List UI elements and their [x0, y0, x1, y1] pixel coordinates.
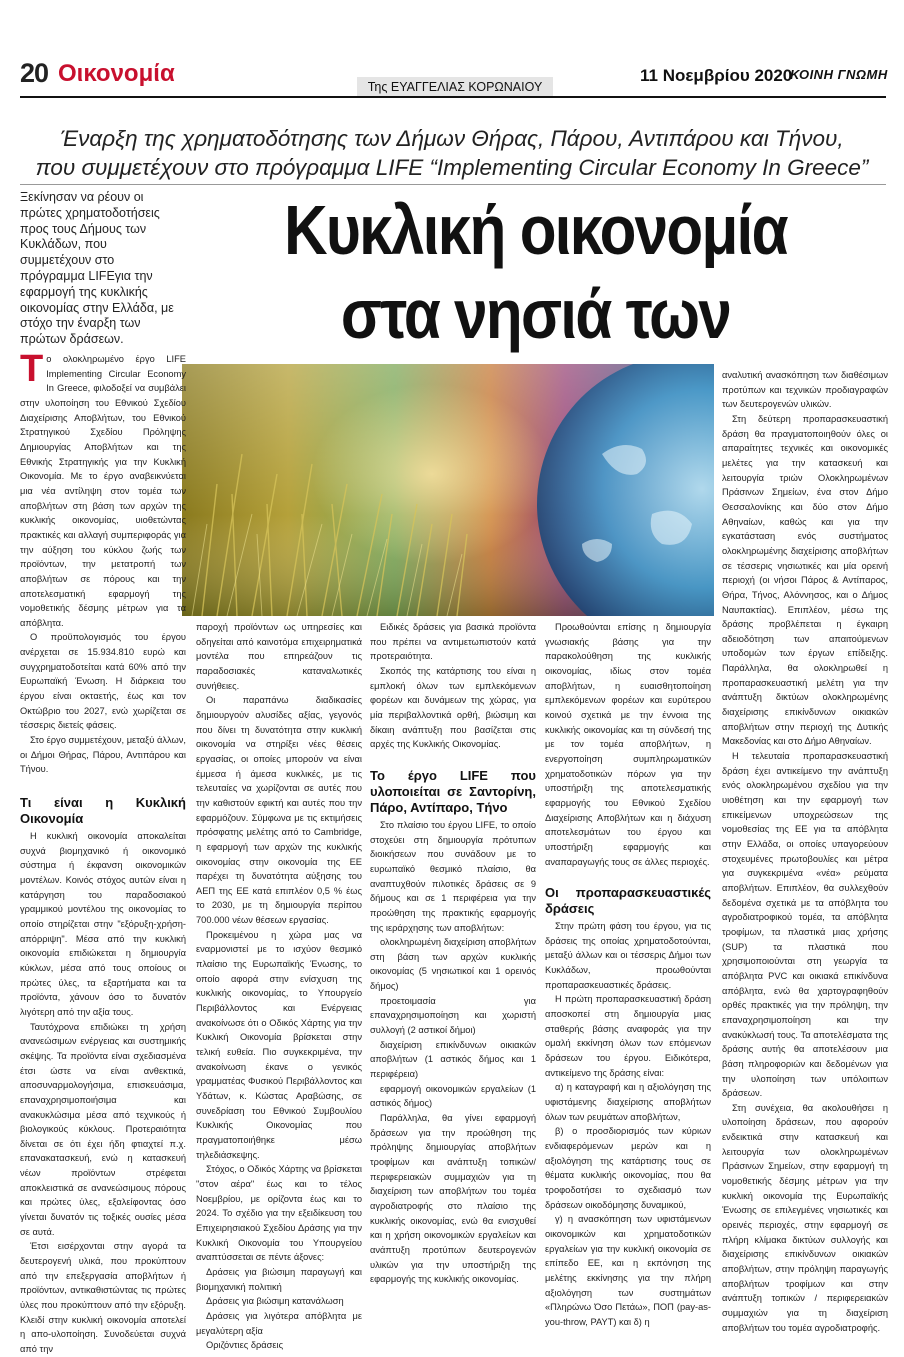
- paragraph: Δράσεις για λιγότερα απόβλητα με μεγαλύτερη αξία: [196, 1310, 362, 1336]
- subheading: Τι είναι η Κυκλική Οικονομία: [20, 795, 186, 827]
- paragraph: ολοκληρωμένη διαχείριση αποβλήτων στη βάση των αρχών κυκλικής οικονομίας (5 νησιωτικοί και 1 ορεινός δήμος): [370, 937, 536, 992]
- paragraph: προετοιμασία για επαναχρησιμοποίηση και χωριστή συλλογή (2 αστικοί δήμοι): [370, 995, 536, 1036]
- paragraph: Οι παραπάνω διαδικασίες δημιουργούν αλυσίδες αξίας, γεγονός που δίνει τη δυνατότητα στην κυκλική οικονομία να στηρίξει νέες θέσεις εργασίας, οι οποίες μπορούν να είναι έμμεσα ή άμεσα κυκλικές, με τις τελευταίες να χωρίζονται σε αυτές που την καθιστούν εφικτή και αυτές που την εφαρμόζουν. Σύμφωνα με τις εκτιμήσεις πρόσφατης μελέτης από το Cambridge, η εφαρμογή των αρχών της κυκλικής οικονομίας στην οικονομία της ΕΕ παρέχει τη δυνατότητα αύξησης του ΑΕΠ της ΕΕ κατά επιπλέον 0,5 % έως το 2030, με τη δημιουργία περίπου 700.000 νέων θέσεων εργασίας.: [196, 695, 362, 926]
- paragraph: Η κυκλική οικονομία αποκαλείται συχνά βιομηχανικό ή οικονομικό σύστημα ή έκφανση οικονομικών μοντέλων. Κοινός στόχος αυτών είναι η κατάργηση του παραδοσιακού γραμμικού μοντέλου της οικονομίας το οποίο στηρίζεται στην "εξόρυξη-χρήση-απόρριψη". Μέσα από την κυκλική οικονομία επιδιώκεται η δημιουργία κύκλων, μέσα από τους οποίους οι πρώτες ύλες, τα εξαρτήματα και τα προϊόντα, χάνουν όσο το δυνατόν λιγότερη από την αξία τους.: [20, 831, 186, 1017]
- paragraph: [20, 348, 186, 630]
- headline-line-2: στα νησιά των: [340, 275, 731, 353]
- paragraph: Προωθούνται επίσης η δημιουργία γνωσιακής βάσης για την παρακολούθηση της κυκλικής οικονομίας, ιδίως στον τομέα αποβλήτων, η ευαισθητοποίηση εμπλεκόμενων φορέων και ευρύτερου κοινού σχετικά με την έννοια της κυκλικής οικονομίας και τη σύνδεσή της με τον τομέα αποβλήτων, η ενεργοποίηση συμπληρωματικών χρηματοδοτικών πόρων για την υποστήριξη της αποτελεσματικής εφαρμογής του Εθνικού Σχεδίου Διαχείρισης Αποβλήτων και η διάχυση αποτελεσμάτων του έργου και υποστήριξη εφαρμογής και αναπαραγωγής τους σε άλλες περιοχές.: [545, 622, 711, 867]
- article-subtitle: [30, 124, 874, 182]
- drop-cap: Τ: [20, 348, 44, 390]
- paragraph: Οριζόντιες δράσεις: [206, 1340, 284, 1351]
- newspaper-name: ΚΟΙΝΗ ΓΝΩΜΗ: [790, 67, 888, 82]
- subheading: Το έργο LIFE που υλοποιείται σε Σαντορίνη, Πάρο, Αντίπαρο, Τήνο: [370, 767, 536, 815]
- paragraph: Στο πλαίσιο του έργου LIFE, το οποίο στοχεύει στη δημιουργία πρότυπων διοικήσεων που συνάδουν με το ευρωπαϊκό θεσμικό πλαίσιο, θα αναπτυχθούν πιλοτικές δράσεις σε 9 δήμους και σε 1 περιφέρεια για την προώθηση της πρακτικής εφαρμογής της ιεράρχησης των αποβλήτων:: [370, 819, 536, 933]
- paragraph: εφαρμογή οικονομικών εργαλείων (1 αστικός δήμος): [370, 1083, 536, 1109]
- author-byline: Της ΕΥΑΓΓΕΛΙΑΣ ΚΟΡΩΝΑΙΟΥ: [357, 77, 553, 97]
- paragraph-text: ο ολοκληρωμένο έργο LIFE Implementing Circular Economy In Greece, φιλοδοξεί να συμβάλει στην υλοποίηση του Εθνικού Σχεδίου Διαχείρισης Αποβλήτων, του Εθνικού Στρατηγικού Σχεδίου Πρόληψης Δημιουργίας Αποβλήτων και της Εθνικής Στρατηγικής για την Κυκλική Οικονομία. Με το έργο αναβεικνύεται μια νέα αντίληψη στον τομέα των αποβλήτων στη βάση των αρχών της κυκλικής οικονομίας, υιοθετώντας πρακτικές και αλλαγή συμπεριφοράς για την αύξηση του κύκλου ζωής των προϊόντων, την μετατροπή των αποβλήτων σε πόρους και την αποτελεσματική εφαρμογή της νομοθετικής δέσμης μέτρων για τα απόβλητα.: [20, 354, 186, 628]
- paragraph: Παράλληλα, θα γίνει εφαρμογή δράσεων για την προώθηση της πρόληψης δημιουργίας αποβλήτων τροφίμων και ανάπτυξη τοπικών/περιφερειακών συμμαχιών για τη διαχείριση των αποβλήτων του τομέα αγροδιατροφής στο πλαίσιο της κυκλικής οικονομίας, ενώ θα ενισχυθεί και η χρήση οικονομικών εργαλείων και ανάπτυξη προτύπων δευτερογενών υλικών για την υποστήριξη της εφαρμογής της κυκλικής οικονομίας.: [370, 1113, 536, 1285]
- header-rule: [20, 96, 886, 98]
- paragraph: Στη συνέχεια, θα ακολουθήσει η υλοποίηση δράσεων, που αφορούν ενδεικτικά στην κατασκευή και λειτουργία των ολοκληρωμένων Πράσινων Σημείων, στην εφαρμογή τη νομοθετικής δέσμης μέτρων για την κυκλική οικονομία της Ευρωπαϊκής Ένωσης σε επιλεγμένες νησιωτικές και ορεινές περιοχές, στην εφαρμογή σε πλήρη κλίμακα δικτύων συλλογής και διαχείρισης επικίνδυνων οικιακών αποβλήτων, στην πρόληψη παραγωγής αποβλήτων τροφίμων και στην ανάπτυξη τοπικών / περιφερειακών συμμαχιών για τη διαχείριση αποβλήτων του τομέα αγροδιατροφής.: [722, 1102, 888, 1333]
- paragraph: Στην πρώτη φάση του έργου, για τις δράσεις της οποίας χρηματοδοτούνται, μεταξύ άλλων και οι τέσσερις Δήμοι των Κυκλάδων, προωθούνται προπαρασκευαστικές δράσεις.: [545, 921, 711, 990]
- paragraph: Σκοπός της κατάρτισης του είναι η εμπλοκή όλων των εμπλεκόμενων φορέων και δυνάμεων της χώρας, για μία περιβαλλοντικά ορθή, βιώσιμη και δίκαιη ανάπτυξη που βασίζεται στις αρχές της Κυκλικής Οικονομίας.: [370, 665, 536, 750]
- column-4: [545, 620, 711, 1330]
- paragraph: Στόχος, ο Οδικός Χάρτης να βρίσκεται "στον αέρα" έως και το τέλος Νοεμβρίου, με ορίζοντα έως και το 2024. Το σχέδιο για την εξειδίκευση του Επιχειρησιακού Σχεδίου Δράσης για την Κυκλική Οικονομία του Υπουργείου αναπτύσσεται σε πέντε άξονες:: [196, 1164, 362, 1263]
- paragraph: παροχή προϊόντων ως υπηρεσίες και οδηγείται από καινοτόμα επιχειρηματικά μοντέλα που επηρεάζουν τις παραδοσιακές καταναλωτικές συνήθειες.: [196, 622, 362, 691]
- article-lead: Ξεκίνησαν να ρέουν οι πρώτες χρηματοδοτήσεις προς τους Δήμους των Κυκλάδων, που συμμετέχουν στο πρόγραμμα LIFEγια την εφαρμογή της κυκλικής οικονομίας στην Ελλάδα, με στόχο την έναρξη των πρώτων δράσεων.: [20, 190, 174, 347]
- column-2: [196, 620, 362, 1353]
- paragraph: Στο έργο συμμετέχουν, μεταξύ άλλων, οι Δήμοι Θήρας, Πάρου, Αντιπάρου και Τήνου.: [20, 735, 186, 775]
- paragraph: β) ο προσδιορισμός των κύριων ενδιαφερόμενων μερών και η αξιολόγηση της κατάρτισης τους σε θέματα κυκλικής οικονομίας, που θα τροφοδοτήσει το σχεδιασμό των δράσεων οικοδόμησης δυναμικού,: [545, 1126, 711, 1210]
- issue-date: 11 Νοεμβρίου 2020: [640, 66, 793, 85]
- article-photo: [182, 364, 714, 616]
- paragraph: Η τελευταία προπαρασκευαστική δράση έχει αντικείμενο την ανάπτυξη ενός ολοκληρωμένου σχεδίου για την υιοθέτηση και την εφαρμογή των επικείμενων υποχρεώσεων της νομοθεσίας της ΕΕ για τα απόβλητα στην Ελλάδα, οι οποίες υπαγορεύουν στοχευμένες πρωτοβουλίες και μέτρα για συγκεκριμένα «νέα» ρεύματα αποβλήτων. Επιπλέον, θα συλλεχθούν δεδομένα σχετικά με τα απόβλητα του αγροδιατροφικού τομέα, τα απόβλητα τροφίμων, τα πλαστικά μιας χρήσης (SUP) τα πλαστικά που χρησιμοποιούνται στη γεωργία τα απόβλητα PVC και οικιακά επικίνδυνα απόβλητα, ενώ θα χαρτογραφηθούν ορθές πρακτικές για την πρόληψη, την επαναχρησιμοποίηση και την ανακύκλωσή τους. Τα αποτελέσματα της δράσης αυτής θα αποτελέσουν μια βάση πληροφοριών και δεδομένων για την υλοποίηση των υπόλοιπων δράσεων.: [722, 751, 888, 1099]
- section-title: Οικονομία: [58, 60, 175, 87]
- column-1: [20, 348, 186, 1357]
- subtitle-line-2: που συμμετέχουν στο πρόγραμμα LIFE “Implementing Circular Economy In Greece”: [35, 155, 869, 180]
- subheading: Οι προπαρασκευαστικές δράσεις: [545, 885, 711, 917]
- paragraph: Προκειμένου η χώρα μας να εναρμονιστεί με το ισχύον θεσμικό πλαίσιο της Ευρωπαϊκής Ένωσης, το οποίο αφορά στην ενίσχυση της κυκλικής οικονομίας, το Υπουργείο Περιβάλλοντος και Ενέργειας ανακοίνωσε ότι ο Οδικός Χάρτης για την Κυκλική Οικονομία βρίσκεται στην τελική ευθεία. Πιο συγκεκριμένα, την ανακοίνωση έκανε ο γενικός γραμματέας Φυσικού Περιβάλλοντος και Υδάτων, κ. Κώστας Αραβώσης, σε συνεδρίαση του Εθνικού Συμβουλίου Κυκλικής Οικονομίας που πραγματοποιήθηκε μέσω τηλεδιάσκεψης.: [196, 929, 362, 1160]
- column-5: [722, 368, 888, 1335]
- paragraph: γ) η ανασκόπηση των υφιστάμενων οικονομικών και χρηματοδοτικών εργαλείων για την κυκλική οικονομία σε επίπεδο ΕΕ, και η εκπόνηση της μελέτης εκκίνησης για την πλήρη αξιολόγηση των συστημάτων «Πληρώνω Όσο Πετάω», ΠΟΠ (pay-as-you-throw, PAYT) και δ) η: [545, 1214, 711, 1327]
- subtitle-line-1: Έναρξη της χρηματοδότησης των Δήμων Θήρας, Πάρου, Αντιπάρου και Τήνου,: [60, 126, 844, 151]
- column-3: [370, 620, 536, 1287]
- paragraph: Ταυτόχρονα επιδιώκει τη χρήση ανανεώσιμων ενέργειας και συστημικής σκέψης. Τα προϊόντα είναι σχεδιασμένα έτσι ώστε να είναι ανθεκτικά, αποσυναρμολογήσιμα, επισκευάσιμα, επαναχρησιμοποιήσιμα και ανακυκλώσιμα μέσα από τεχνικούς ή βιολογικούς κύκλους. Προτεραιότητα δίνεται σε ότι έχει ήδη φτιαχτεί π.χ. επανακατασκευή, ενώ η κατασκευή νέων προϊόντων στρέφεται αποκλειστικά σε ανανεώσιμους πόρους και πρώτες ύλες, εξαλείφοντας όσο γίνεται δυνατόν τις τοξικές ουσίες μέσα σε αυτά.: [20, 1021, 186, 1237]
- paragraph: διαχείριση επικίνδυνων οικιακών αποβλήτων (1 αστικός δήμος και 1 περιφέρεια): [370, 1039, 536, 1080]
- paragraph: Η πρώτη προπαρασκευαστική δράση αποσκοπεί στη δημιουργία μιας σταθερής βάσης αναφοράς για την ομαλή εκκίνηση όλων των επόμενων δράσεων του έργου. Ειδικότερα, αντικείμενο της δράσης είναι:: [545, 994, 711, 1078]
- paragraph: Δράσεις για βιώσιμη κατανάλωση: [206, 1296, 344, 1307]
- paragraph: Ο προϋπολογισμός του έργου ανέρχεται σε 15.934.810 ευρώ και συγχρηματοδοτείται κατά 60% από την Ευρωπαϊκή Ένωση. Η διάρκεια του έργου είναι οκταετής, έως και τον Οκτώβριο του 2027, ενώ χωρίζεται σε τέσσερις διετείς φάσεις.: [20, 632, 186, 731]
- subtitle-rule: [20, 184, 886, 185]
- grass-globe-illustration: [182, 364, 714, 616]
- paragraph: Στη δεύτερη προπαρασκευαστική δράση θα πραγματοποιηθούν όλες οι απαραίτητες τεχνικές και οικονομικές μελέτες για την κατασκευή και λειτουργία τριών Ολοκληρωμένων Πράσινων Σημείων, ένα στον Δήμο Θεσσαλονίκης και δύο στον Δήμο Αθηναίων, καθώς και για την εγκατάσταση ενός συστήματος ολοκληρωμένης διαχείρισης αποβλήτων σε τέσσερις νησιωτικές και μία ορεινή περιοχή (οι νήσοι Πάρος & Αντίπαρος, Θήρα, Τήνος, Αλόννησος, και ο Δήμος Ναυπακτίας). Επιπλέον, μέσω της δράσης προβλέπεται η έγκαιρη αδειοδότηση των απαιτούμενων υποδομών των έργων επίδειξης. Παράλληλα, θα ολοκληρωθεί η προπαρασκευαστική μελέτη για την ανάπτυξη δικτύων ολοκληρωμένης διαχείρισης επικίνδυνων οικιακών αποβλήτων στην περιοχή της Δυτικής Μακεδονίας και στο Δήμο Αθηναίων.: [722, 413, 888, 747]
- paragraph: Δράσεις για βιώσιμη παραγωγή και βιομηχανική πολιτική: [196, 1266, 362, 1292]
- paragraph: αναλυτική ανασκόπηση των διαθέσιμων προτύπων και τεχνικών προδιαγραφών των δευτερογενών υλικών.: [722, 370, 888, 410]
- page-number: 20: [20, 58, 49, 88]
- headline-line-1: Κυκλική οικονομία: [284, 191, 787, 269]
- paragraph: α) η καταγραφή και η αξιολόγηση της υφιστάμενης διαχείρισης αποβλήτων όλων των ρευμάτων αποβλήτων,: [545, 1082, 711, 1122]
- paragraph: Έτσι εισέρχονται στην αγορά τα δευτερογενή υλικά, που προκύπτουν από την επεξεργασία αποβλήτων ή προϊόντων, αντικαθιστώντας τις πρώτες ύλες που προκύπτουν από την εξόρυξη. Κλειδί στην κυκλική οικονομία αποτελεί η απο-υλοποίηση. Συνοδεύεται συχνά από την: [20, 1241, 186, 1354]
- paragraph: Ειδικές δράσεις για βασικά προϊόντα που πρέπει να αντιμετωπιστούν κατά προτεραιότητα.: [370, 622, 536, 662]
